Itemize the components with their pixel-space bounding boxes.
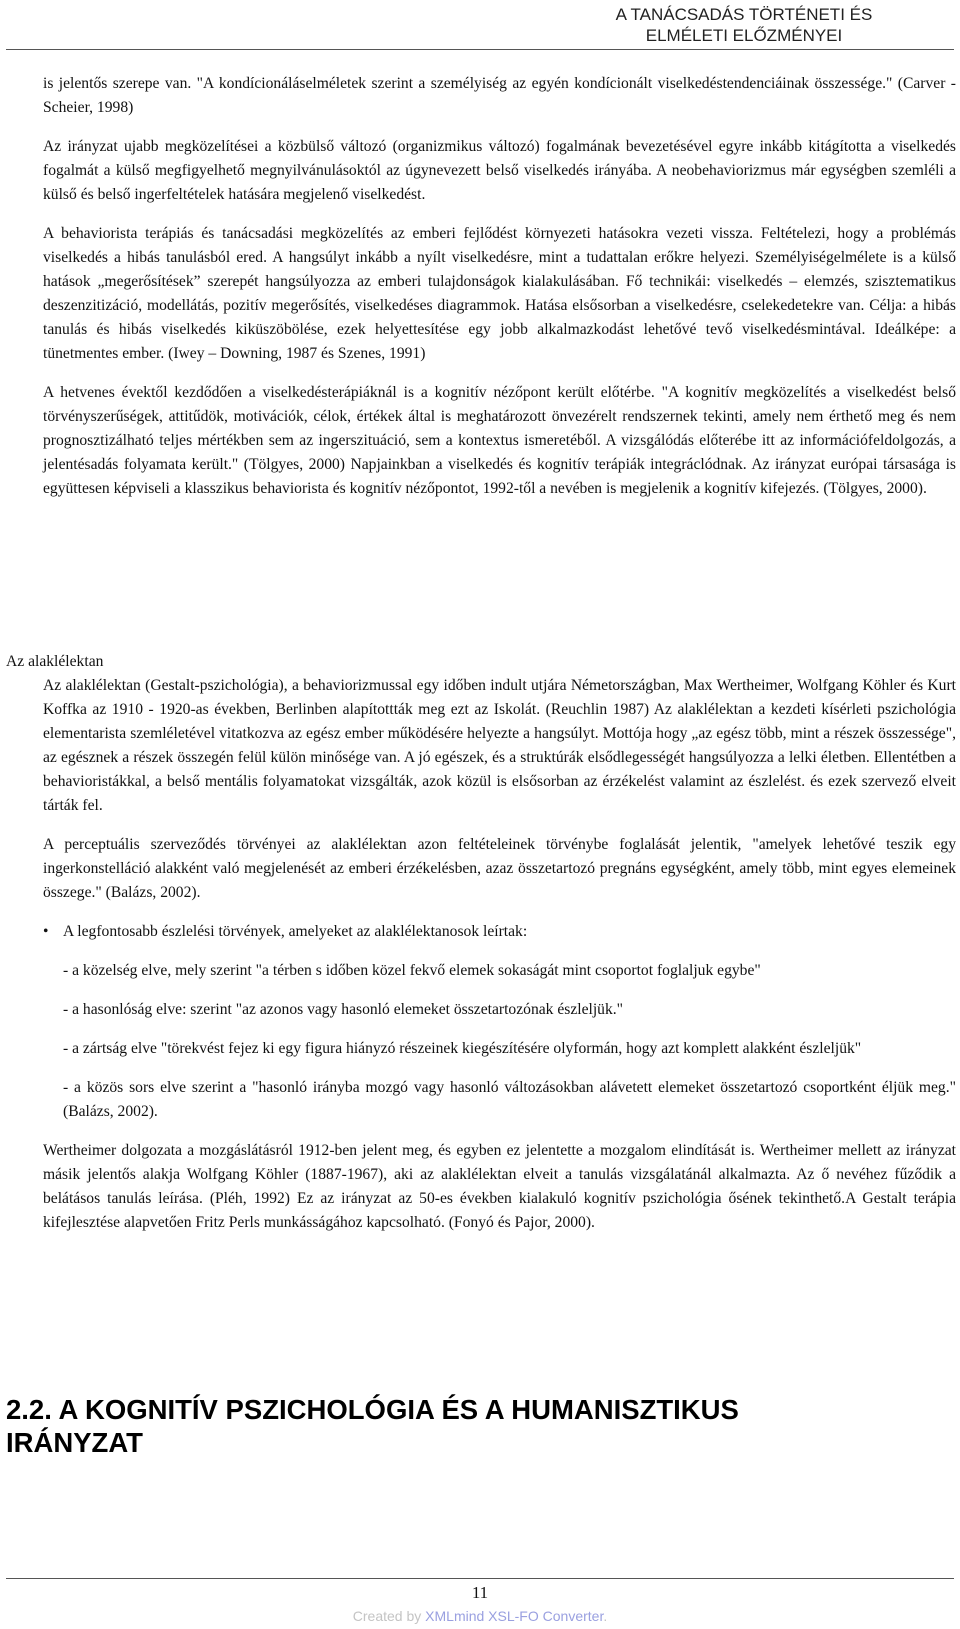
section-title: Az alaklélektan xyxy=(6,653,104,670)
credit-prefix: Created by xyxy=(352,1608,426,1624)
law-item: - a hasonlóság elve: szerint "az azonos vagy hasonló elemeket összetartozónak észleljük." xyxy=(63,1001,624,1018)
bullet-icon: • xyxy=(43,923,49,940)
running-header-line-2: ELMÉLETI ELŐZMÉNYEI xyxy=(645,26,843,45)
chapter-heading xyxy=(6,1393,906,1459)
paragraph: is jelentős szerepe van. "A kondícionáláselméletek szerint a személyiség az egyén kondícionált viselkedéstendenciáinak összessége." (Carver - Scheier, 1998) xyxy=(43,75,956,116)
credit-brand: XMLmind XSL-FO Converter xyxy=(425,1608,604,1624)
running-header xyxy=(534,4,954,46)
behaviorism-text xyxy=(43,72,956,516)
paragraph: A hetvenes évektől kezdődően a viselkedésterápiáknál is a kognitív nézőpont került előtérbe. "A kognitív megközelítés a viselkedést belső törvényszerűségek, attitűdök, motivációk, célok, értékek által is meghatározott önvezérelt rendszernek tekinti, amely nem érthető meg és nem prognosztizálható teljes mértékben sem az ingerszituáció, sem a kontextus ismeretéből. A vizsgálódás előterébe itt az információfeldolgozás, a jelentésadás folyamata került." (Tölgyes, 2000) Napjainkban a viselkedés és kognitív terápiák integráclódnak. Az irányzat európai társasága is együttesen képviseli a klasszikus behaviorista és kognitív nézőpontot, 1992-től a nevében is megjelenik a kognitív kifejezés. (Tölgyes, 2000). xyxy=(43,384,956,497)
paragraph: Az alaklélektan (Gestalt-pszichológia), a behaviorizmussal egy időben indult utjára Németországban, Max Wertheimer, Wolfgang Köhler és Kurt Koffka az 1910 - 1920-as években, Berlinben alapítottták meg ezt az Iskolát. (Reuchlin 1987) Az alaklélektan a kezdeti kísérleti pszichológia elementarista szemléletével vitatkozva az egész ember működésére helyezte a hangsúlyt. Mottója hogy „az egész több, mint a részek összessége", az egésznek a részek összegén felül külön minősége van. A jó egészek, és a struktúrák elsődlegességét hangsúlyozza a lelki életben. Ellentétben a behavioristákkal, a belső mentális folyamatokat vizsgálták, azok közül is elsősorban az érzékelést valamint az észlelést. és ezek szervező elveit tárták fel. xyxy=(43,677,956,814)
running-header-line-1: A TANÁCSADÁS TÖRTÉNETI ÉS xyxy=(615,5,873,24)
chapter-heading-line-1: 2.2. A KOGNITÍV PSZICHOLÓGIA ÉS A HUMANISZTIKUS xyxy=(6,1394,739,1425)
converter-credit xyxy=(0,1607,960,1625)
paragraph: A behaviorista terápiás és tanácsadási megközelítés az emberi fejlődést környezeti hatásokra vezeti vissza. Feltételezi, hogy a problémás viselkedés a hibás tanulásból ered. A hangsúlyt inkább a nyílt viselkedésre, mint a tudattalan erőkre helyezi. Személyiségelmélete is a külső hatások „megerősítések” szerepét hangsúlyozza az emberi tulajdonságok kialakulásában. Fő technikái: viselkedés – elemzés, szisztematikus deszenzitizáció, modellátás, pozitív megerősítés, viselkedéses diagrammok. Hatása elsősorban a viselkedésre, cselekedetekre van. Célja: a hibás tanulás és hibás viselkedés kiküszöbölése, ezek helyettesítése egy jobb alkalmazkodást lehetővé tevő viselkedésmintával. Ideálképe: a tünetmentes ember. (Iwey – Downing, 1987 és Szenes, 1991) xyxy=(43,225,956,362)
footer-divider xyxy=(6,1578,954,1579)
header-divider xyxy=(6,49,954,50)
law-item: - a zártság elve "törekvést fejez ki egy figura hiányzó részeinek kiegészítésére olyformán, hogy azt komplett alakként észleljük" xyxy=(63,1040,862,1057)
gestalt-text xyxy=(43,674,956,1250)
chapter-heading-line-2: IRÁNYZAT xyxy=(6,1427,143,1458)
paragraph: Wertheimer dolgozata a mozgáslátásról 1912-ben jelent meg, és egyben ez jelentette a mozgalom elindítását is. Wertheimer mellett az irányzat másik jelentős alakja Wolfgang Köhler (1887-1967), aki az alaklélektan elveit a tanulás vizsgálatánál alkalmazta. Az ő nevéhez fűződik a belátásos tanulás leírása. (Pléh, 1992) Ez az irányzat az 50-es években kialakuló kognitív pszichológia ősének tekinthető.A Gestalt terápia kifejlesztése alapvetően Fritz Perls munkásságához kapcsolható. (Fonyó és Pajor, 2000). xyxy=(43,1142,956,1231)
law-item: - a közelség elve, mely szerint "a térben s időben közel fekvő elemek sokaságát mint csoportot foglaljuk egybe" xyxy=(63,962,761,979)
paragraph: A perceptuális szerveződés törvényei az alaklélektan azon feltételeinek törvénybe foglalását jelentik, "amelyek lehetővé teszik egy ingerkonstelláció alakként való megjelenését az emberi érzékelésben, azaz összetartozó pregnáns egységként, amely több, mint egyes elemeinek összege." (Balázs, 2002). xyxy=(43,836,956,901)
law-item: - a közös sors elve szerint a "hasonló irányba mozgó vagy hasonló változásokban alávetett elemeket összetartozó csoportként éljük meg." (Balázs, 2002). xyxy=(63,1079,956,1120)
bullet-item xyxy=(43,920,956,944)
paragraph: Az irányzat ujabb megközelítései a közbülső változó (organizmikus változó) fogalmának bevezetésével egyre inkább kitágította a viselkedés fogalmát a külső megfigyelhető megnyilvánulásoktól az úgynevezett belső viselkedés irányába. A neobehaviorizmus már egységben szemléli a külső és belső ingerfeltételek hatására megjelenő viselkedést. xyxy=(43,138,956,203)
page-number: 11 xyxy=(471,1583,489,1602)
credit-suffix: . xyxy=(603,1608,608,1624)
bullet-text: A legfontosabb észlelési törvények, amelyeket az alaklélektanosok leírtak: xyxy=(63,923,528,940)
